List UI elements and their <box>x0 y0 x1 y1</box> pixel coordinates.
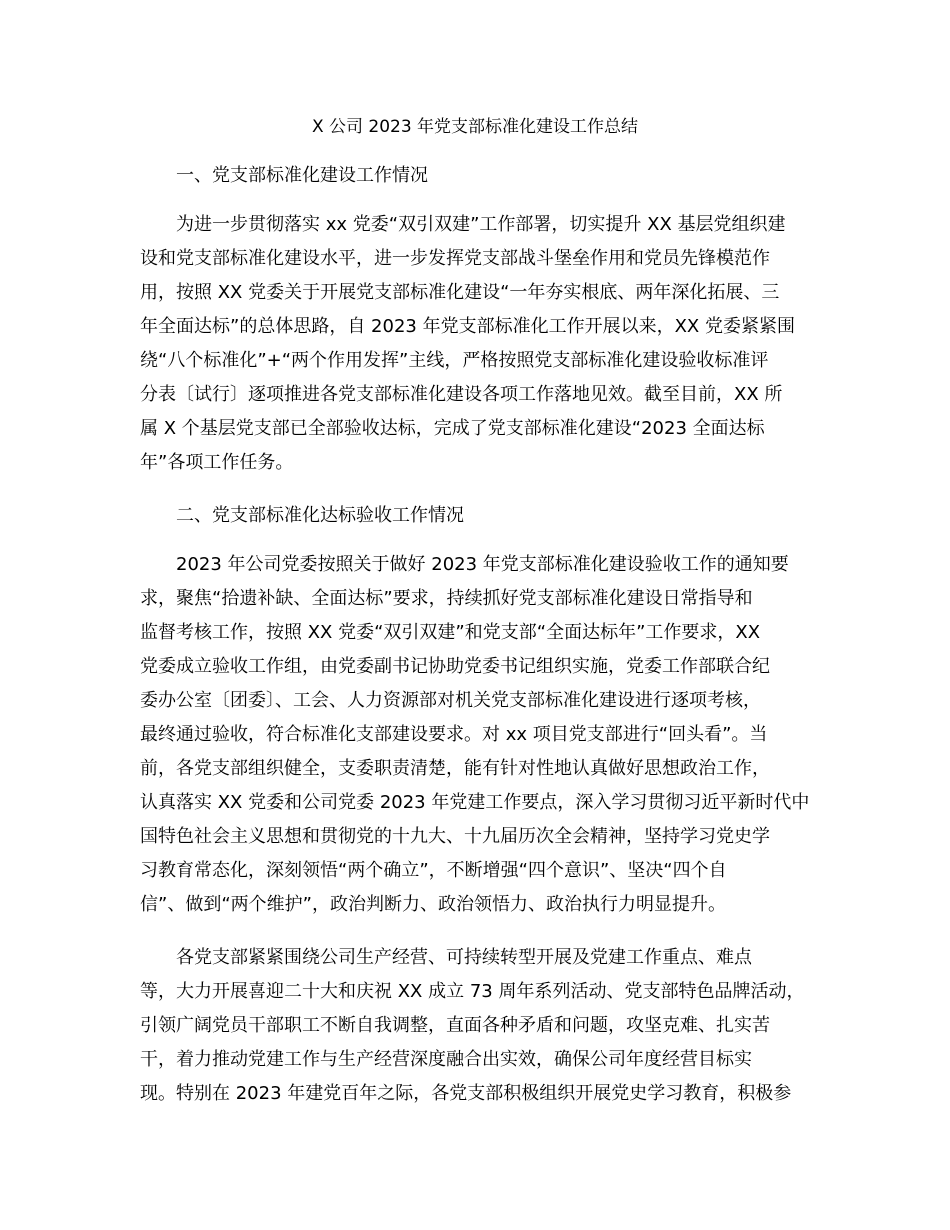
text-line: 等，大力开展喜迎二十大和庆祝 XX 成立 73 周年系列活动、党支部特色品牌活动， <box>140 981 805 1002</box>
text-line: 年全面达标”的总体思路，自 2023 年党支部标准化工作开展以来，XX 党委紧紧围 <box>140 316 795 337</box>
text-line: 求，聚焦“拾遗补缺、全面达标”要求，持续抓好党支部标准化建设日常指导和 <box>140 588 753 609</box>
text-line: 用，按照 XX 党委关于开展党支部标准化建设“一年夯实根底、两年深化拓展、三 <box>140 282 780 303</box>
text-line: 设和党支部标准化建设水平，进一步发挥党支部战斗堡垒作用和党员先锋模范作 <box>140 248 770 269</box>
text-line: 前，各党支部组织健全，支委职责清楚，能有针对性地认真做好思想政治工作， <box>140 758 770 779</box>
text-line: 现。特别在 2023 年建党百年之际，各党支部积极组织开展党史学习教育，积极参 <box>140 1083 792 1104</box>
text-line: 信”、做到“两个维护”，政治判断力、政治领悟力、政治执行力明显提升。 <box>140 894 726 915</box>
text-line: 分表〔试行〕逐项推进各党支部标准化建设各项工作落地见效。截至目前，XX 所 <box>140 384 783 405</box>
page-title: X 公司 2023 年党支部标准化建设工作总结 <box>311 117 639 137</box>
text-line: 习教育常态化，深刻领悟“两个确立”，不断增强“四个意识”、坚决“四个自 <box>140 860 727 881</box>
text-line: 属 X 个基层党支部已全部验收达标，完成了党支部标准化建设“2023 全面达标 <box>140 418 765 439</box>
text-line: 监督考核工作，按照 XX 党委“双引双建”和党支部“全面达标年”工作要求，XX <box>140 622 761 643</box>
text-line: 为进一步贯彻落实 xx 党委“双引双建”工作部署，切实提升 XX 基层党组织建 <box>176 214 786 235</box>
text-line: 引领广阔党员干部职工不断自我调整，直面各种矛盾和问题，攻坚克难、扎实苦 <box>140 1015 770 1036</box>
text-line: 最终通过验收，符合标准化支部建设要求。对 xx 项目党支部进行“回头看”。当 <box>140 724 768 745</box>
text-line: 年”各项工作任务。 <box>140 452 294 473</box>
text-line: 2023 年公司党委按照关于做好 2023 年党支部标准化建设验收工作的通知要 <box>176 554 789 575</box>
section-heading-2: 二、党支部标准化达标验收工作情况 <box>176 505 464 526</box>
text-line: 绕“八个标准化”+“两个作用发挥”主线，严格按照党支部标准化建设验收标准评 <box>140 350 769 371</box>
section-heading-1: 一、党支部标准化建设工作情况 <box>176 165 428 186</box>
text-line: 国特色社会主义思想和贯彻党的十九大、十九届历次全会精神，坚持学习党史学 <box>140 826 770 847</box>
text-line: 委办公室〔团委〕、工会、人力资源部对机关党支部标准化建设进行逐项考核， <box>140 690 761 711</box>
text-line: 各党支部紧紧围绕公司生产经营、可持续转型开展及党建工作重点、难点 <box>176 947 752 968</box>
text-line: 党委成立验收工作组，由党委副书记协助党委书记组织实施，党委工作部联合纪 <box>140 656 770 677</box>
text-line: 认真落实 XX 党委和公司党委 2023 年党建工作要点，深入学习贯彻习近平新时代中 <box>140 792 810 813</box>
text-line: 干，着力推动党建工作与生产经营深度融合出实效，确保公司年度经营目标实 <box>140 1049 752 1070</box>
